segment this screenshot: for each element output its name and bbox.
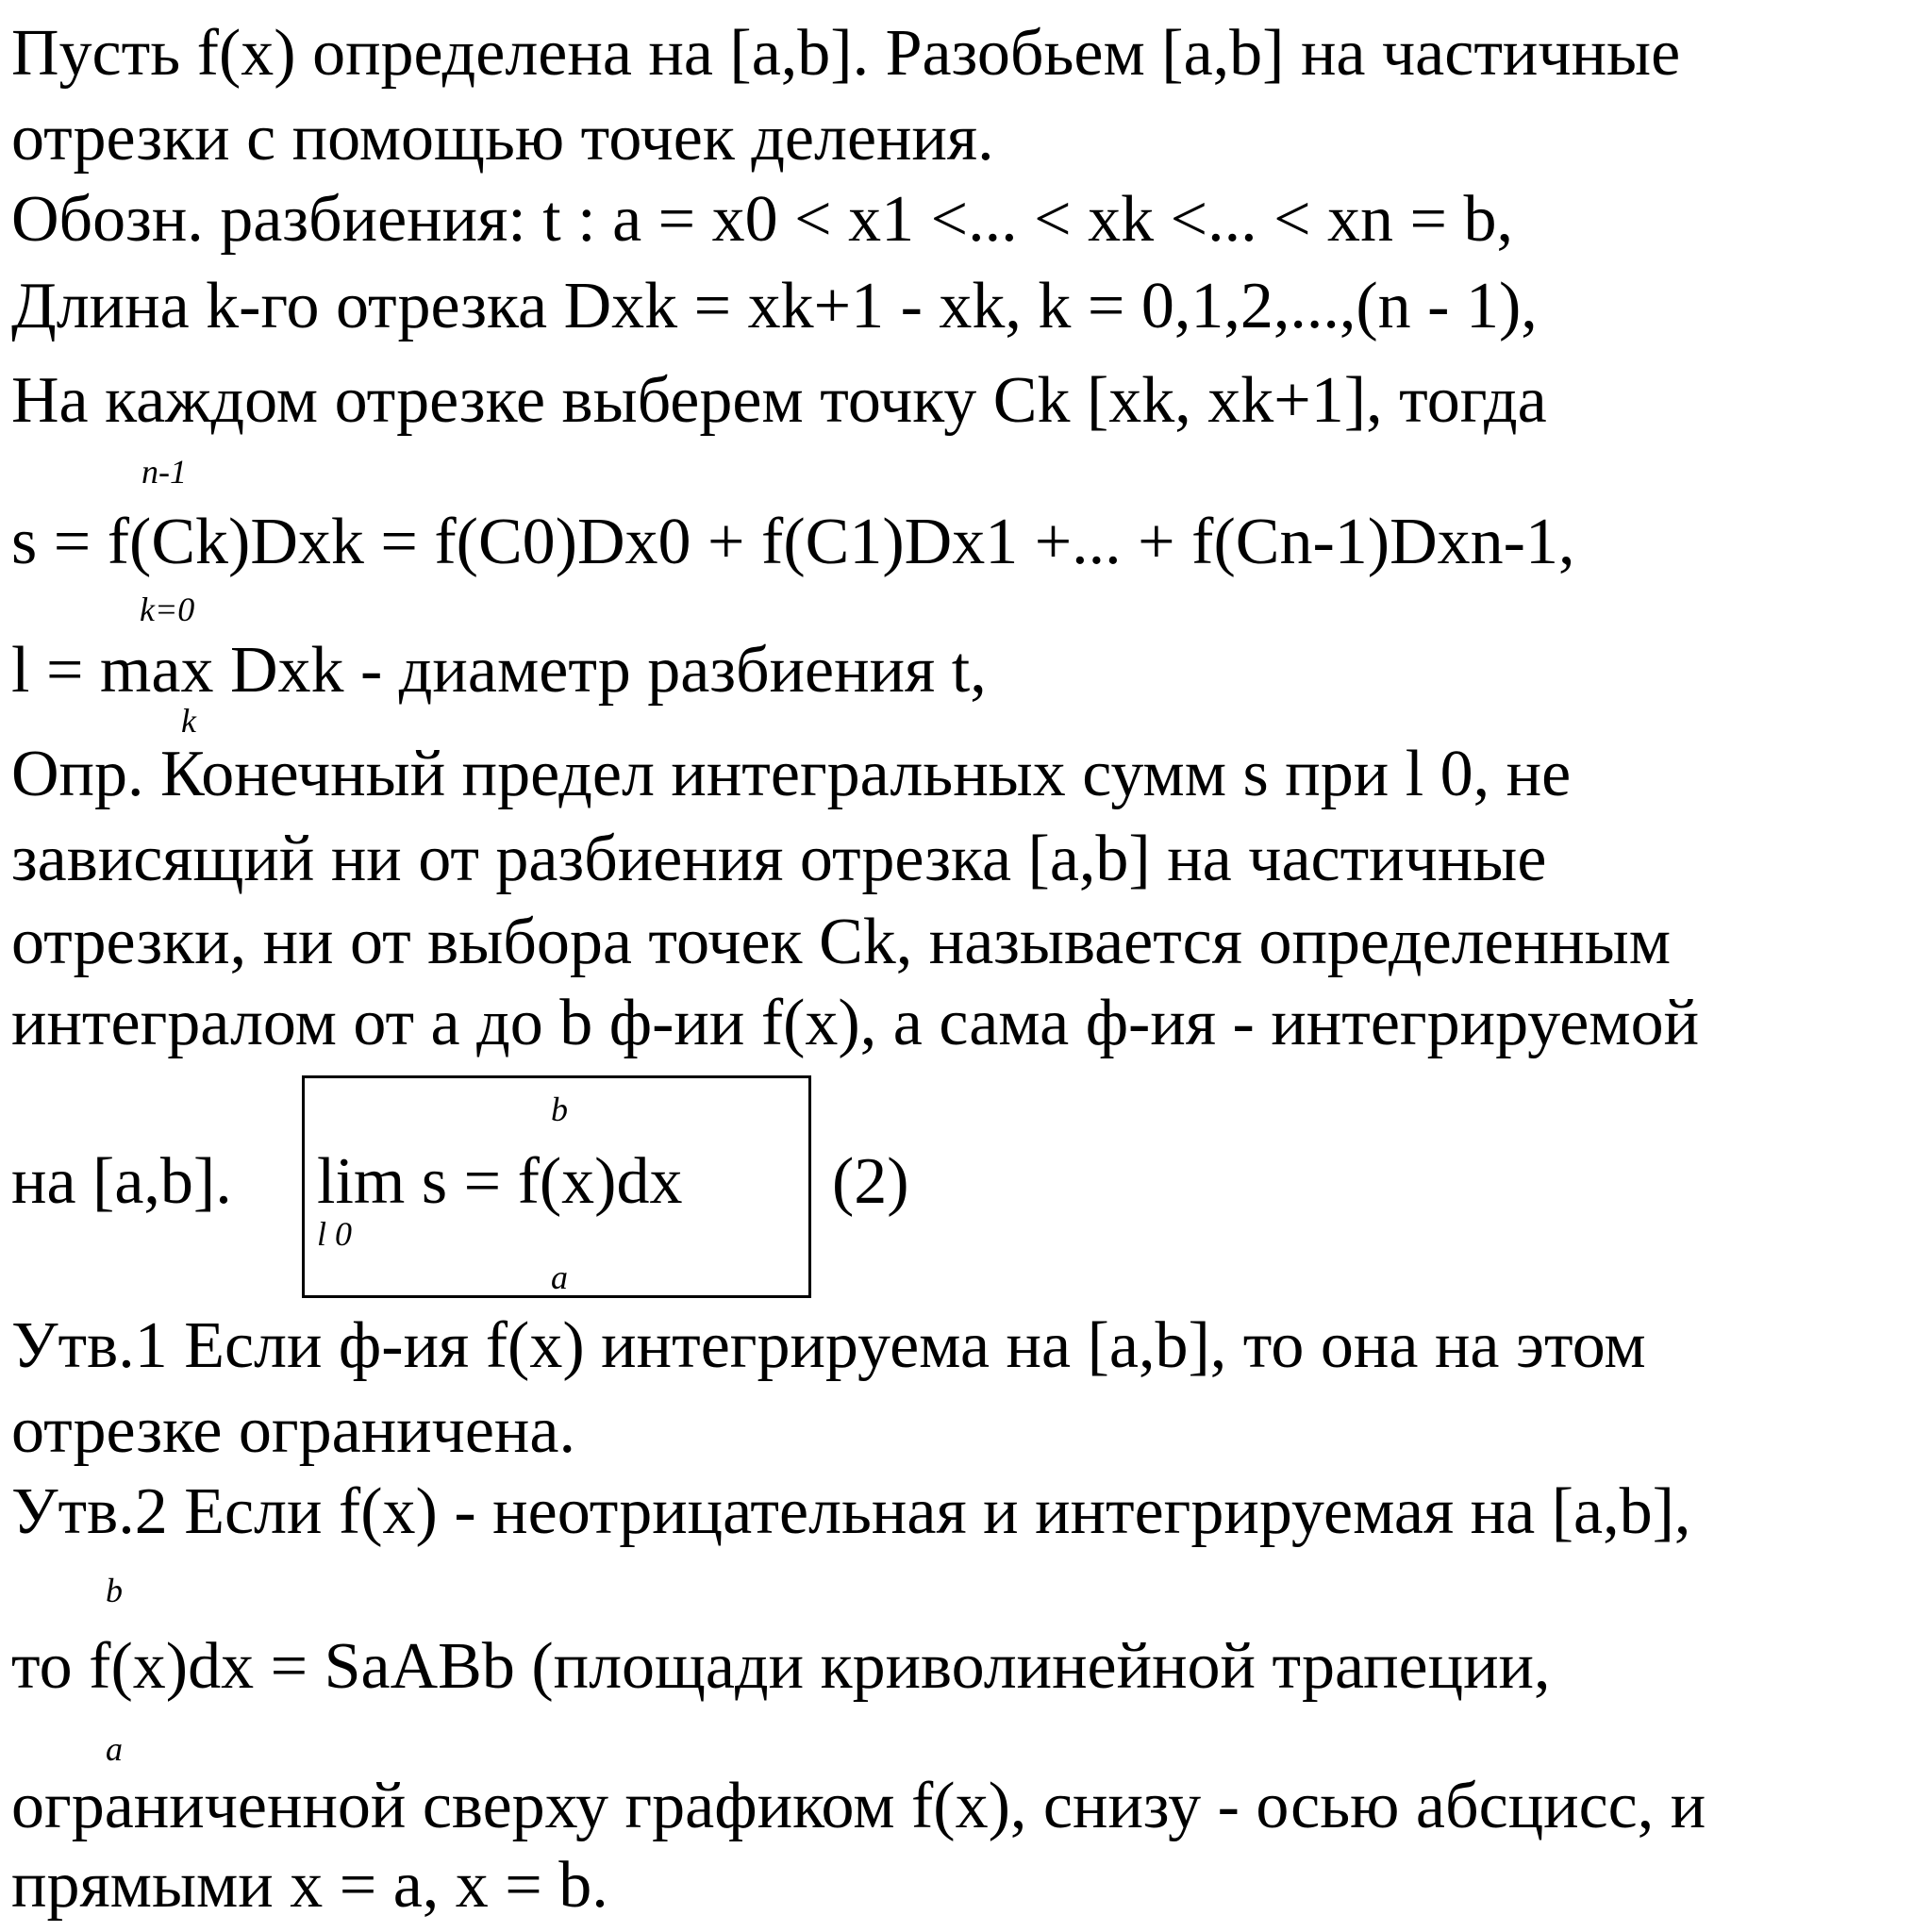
text-line: Опр. Конечный предел интегральных сумм s при l 0, не <box>11 738 1572 810</box>
text-line: Длина k-го отрезка Dxk = xk+1 - xk, k = 0,1,2,...,(n - 1), <box>11 270 1538 342</box>
line-4 <box>11 270 1538 342</box>
integral-lower-limit: a <box>551 1258 568 1296</box>
line-10 <box>11 906 1671 978</box>
text-line: Утв.2 Если f(x) - неотрицательная и интегрируемая на [a,b], <box>11 1475 1691 1548</box>
text-line: интегралом от a до b ф-ии f(x), а сама ф-ия - интегрируемой <box>11 987 1700 1059</box>
line-6-sum <box>11 506 1575 578</box>
line-12 <box>11 1145 232 1218</box>
text-line: Утв.1 Если ф-ия f(x) интегрируема на [a,b], то она на этом <box>11 1309 1646 1382</box>
sum-upper-limit: n-1 <box>141 453 187 491</box>
text-line: отрезки, ни от выбора точек Ck, называется определенным <box>11 906 1671 978</box>
line-16 <box>11 1630 1551 1703</box>
integral-upper-limit: b <box>551 1091 568 1128</box>
text-line: прямыми x = a, x = b. <box>11 1849 608 1922</box>
line-8 <box>11 738 1572 810</box>
formula: s = f(Ck)Dxk = f(C0)Dx0 + f(C1)Dx1 +... + f(Cn-1)Dxn-1, <box>11 506 1575 578</box>
max-subscript: k <box>181 702 196 740</box>
text-line: l = max Dxk - диаметр разбиения t, <box>11 634 987 707</box>
line-17 <box>11 1770 1706 1842</box>
line-1 <box>11 17 1681 90</box>
text-line: отрезке ограничена. <box>11 1394 575 1467</box>
text-line: то f(x)dx = SaABb (площади криволинейной трапеции, <box>11 1630 1551 1703</box>
line-11 <box>11 987 1700 1059</box>
text-line: зависящий ни от разбиения отрезка [a,b] на частичные <box>11 823 1547 895</box>
lim-subscript: l 0 <box>317 1215 353 1253</box>
line-5 <box>11 364 1547 437</box>
line-13 <box>11 1309 1646 1382</box>
text-line: Пусть f(x) определена на [a,b]. Разобьем [a,b] на частичные <box>11 17 1681 90</box>
text-line: Обозн. разбиения: t : a = x0 < x1 <... < xk <... < xn = b, <box>11 183 1514 256</box>
sum-lower-limit: k=0 <box>140 591 195 628</box>
line-3 <box>11 183 1514 256</box>
line-2 <box>11 102 994 175</box>
line-9 <box>11 823 1547 895</box>
line-18 <box>11 1849 608 1922</box>
integral2-upper-limit: b <box>106 1572 123 1609</box>
boxed-formula: lim s = f(x)dx <box>317 1145 683 1218</box>
text-line: ограниченной сверху графиком f(x), снизу - осью абсцисс, и <box>11 1770 1706 1842</box>
line-15 <box>11 1475 1691 1548</box>
text-line: На каждом отрезке выберем точку Ck [xk, xk+1], тогда <box>11 364 1547 437</box>
equation-number: (2) <box>832 1145 909 1218</box>
text-line: на [a,b]. <box>11 1145 232 1218</box>
integral2-lower-limit: a <box>106 1730 123 1768</box>
line-14 <box>11 1394 575 1467</box>
line-7 <box>11 634 987 707</box>
text-line: отрезки с помощью точек деления. <box>11 102 994 175</box>
